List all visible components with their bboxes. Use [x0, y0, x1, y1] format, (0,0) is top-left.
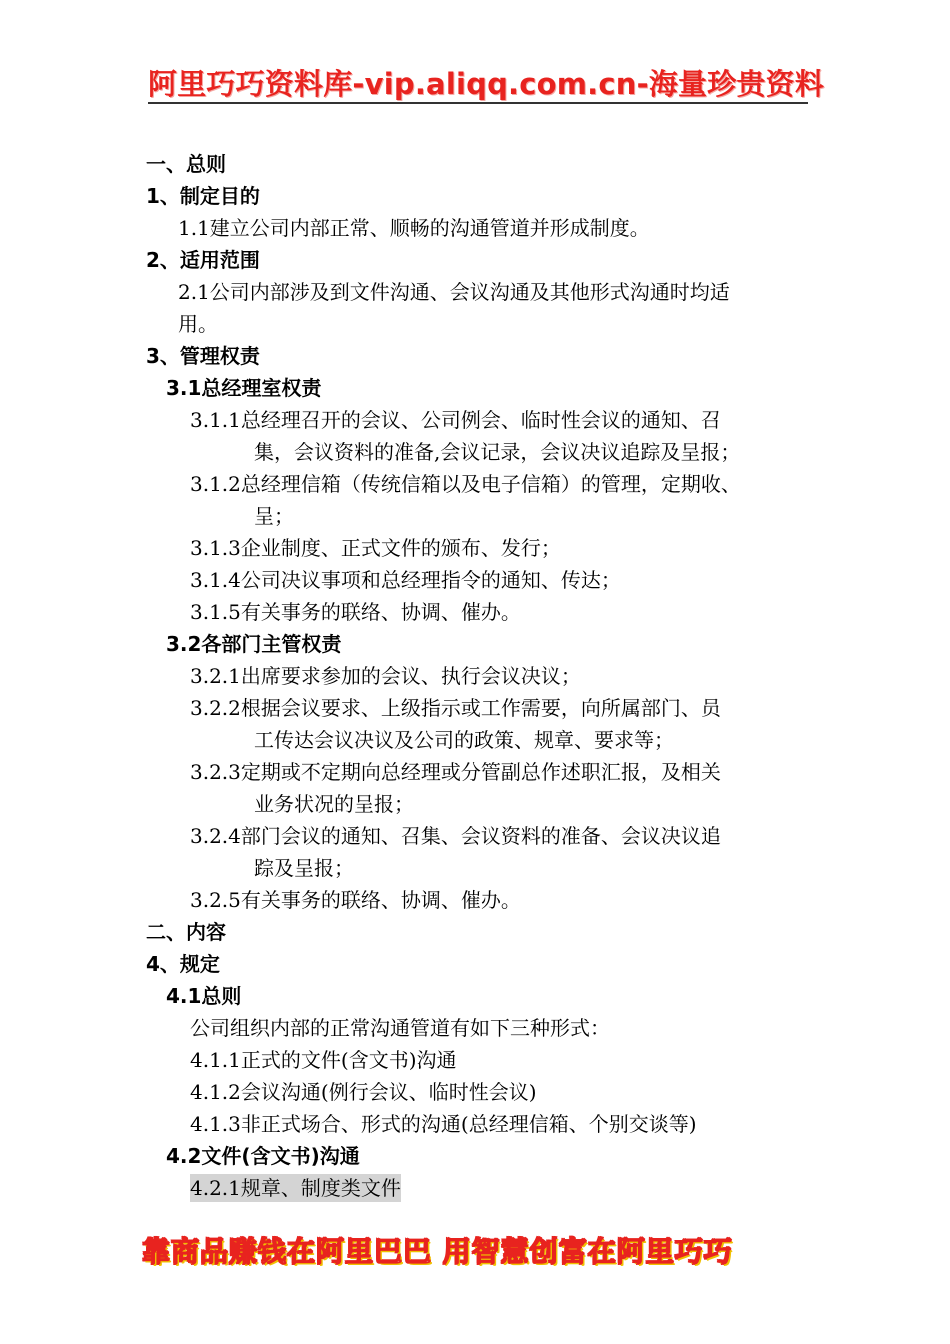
- subsection-heading: 1、制定目的: [146, 184, 260, 208]
- section-heading: 一、总则: [146, 152, 226, 176]
- clause-item: 3.1.4公司决议事项和总经理指令的通知、传达；: [190, 568, 621, 592]
- clause-item: 3.1.5有关事务的联络、协调、催办。: [190, 600, 521, 624]
- clause-item: 4.1.1正式的文件(含文书)沟通: [190, 1048, 457, 1072]
- section-heading: 二、内容: [146, 920, 226, 944]
- clause-heading: 3.1总经理室权责: [166, 376, 322, 400]
- clause-heading: 4.2文件(含文书)沟通: [166, 1144, 360, 1168]
- paragraph-line: 1.1建立公司内部正常、顺畅的沟通管道并形成制度。: [178, 216, 650, 240]
- highlighted-clause-item: 4.2.1规章、制度类文件: [190, 1176, 401, 1200]
- footer-banner: [142, 1230, 802, 1272]
- clause-item-continuation: 集，会议资料的准备,会议记录，会议决议追踪及呈报；: [254, 440, 741, 464]
- clause-item: 3.2.4部门会议的通知、召集、会议资料的准备、会议决议追: [190, 824, 721, 848]
- clause-item: 3.1.1总经理召开的会议、公司例会、临时性会议的通知、召: [190, 408, 721, 432]
- header-banner-text: 阿里巧巧资料库-vip.aliqq.com.cn-海量珍贵资料: [148, 67, 825, 101]
- clause-item-continuation: 呈；: [254, 504, 294, 528]
- subsection-heading: 4、规定: [146, 952, 220, 976]
- header-banner: [148, 60, 825, 104]
- clause-item: 4.1.2会议沟通(例行会议、临时性会议): [190, 1080, 537, 1104]
- clause-item: 3.1.2总经理信箱（传统信箱以及电子信箱）的管理，定期收、: [190, 472, 741, 496]
- clause-item: 3.2.2根据会议要求、上级指示或工作需要，向所属部门、员: [190, 696, 721, 720]
- clause-heading: 3.2各部门主管权责: [166, 632, 342, 656]
- paragraph-line: 公司组织内部的正常沟通管道有如下三种形式：: [190, 1016, 610, 1040]
- clause-item: 3.2.5有关事务的联络、协调、催办。: [190, 888, 521, 912]
- subsection-heading: 3、管理权责: [146, 344, 260, 368]
- paragraph-line: 2.1公司内部涉及到文件沟通、会议沟通及其他形式沟通时均适: [178, 280, 730, 304]
- clause-item: 3.2.3定期或不定期向总经理或分管副总作述职汇报，及相关: [190, 760, 721, 784]
- clause-item-continuation: 业务状况的呈报；: [254, 792, 414, 816]
- clause-item: 3.1.3企业制度、正式文件的颁布、发行；: [190, 536, 561, 560]
- clause-heading: 4.1总则: [166, 984, 242, 1008]
- clause-item-continuation: 工传达会议决议及公司的政策、规章、要求等；: [254, 728, 674, 752]
- clause-item-continuation: 踪及呈报；: [254, 856, 354, 880]
- paragraph-line: 用。: [178, 312, 218, 336]
- subsection-heading: 2、适用范围: [146, 248, 260, 272]
- clause-item: 3.2.1出席要求参加的会议、执行会议决议；: [190, 664, 581, 688]
- clause-item: 4.1.3非正式场合、形式的沟通(总经理信箱、个别交谈等): [190, 1112, 697, 1136]
- footer-banner-text: 靠商品赚钱在阿里巴巴 用智慧创富在阿里巧巧: [142, 1235, 733, 1268]
